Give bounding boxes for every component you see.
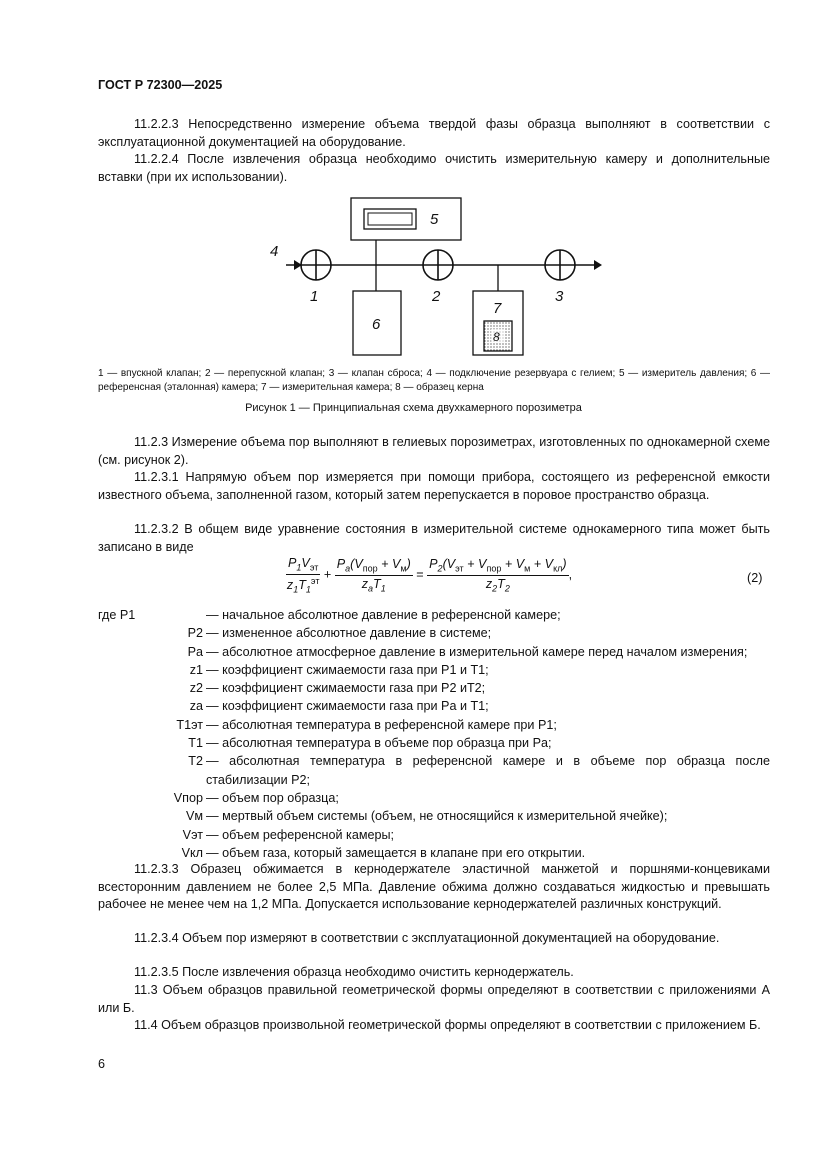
bypass-valve-icon [423, 250, 453, 280]
definition-item: T2 — абсолютная температура в референсной камере и в объеме пор образца после стабилизации P2; [188, 754, 770, 787]
label-6: 6 [372, 316, 381, 333]
paragraph-11-2-3-1: 11.2.3.1 Напрямую объем пор измеряется при помощи прибора, состоящего из референсной емкости известного объема, заполненной газом, который затем перепускается в поровое пространство образца. [98, 470, 770, 502]
inlet-valve-icon [301, 250, 331, 280]
label-8: 8 [493, 330, 500, 344]
definition-item: Vкл — объем газа, который замещается в клапане при его открытии. [181, 845, 586, 860]
paragraph-11-2-3-2: 11.2.3.2 В общем виде уравнение состояния в измерительной системе однокамерного типа может быть записано в виде [98, 522, 770, 554]
paragraph-11-4: 11.4 Объем образцов произвольной геометрической формы определяют в соответствии с приложением Б. [134, 1018, 761, 1032]
label-5: 5 [430, 211, 439, 228]
porosimeter-diagram [256, 193, 606, 358]
definition-item: Pa — абсолютное атмосферное давление в измерительной камере перед началом измерения; [187, 644, 748, 659]
page-number: 6 [98, 1057, 106, 1071]
definition-item: T1эт — абсолютная температура в референсной камере при P1; [176, 717, 557, 732]
definition-item: z2 — коэффициент сжимаемости газа при P2 иT2; [189, 681, 486, 696]
definition-item: Vм — мертвый объем системы (объем, не относящийся к измерительной ячейке); [185, 809, 668, 824]
label-4: 4 [270, 243, 279, 260]
paragraph-11-2-2-3: 11.2.2.3 Непосредственно измерение объема твердой фазы образца выполняют в соответствии с эксплуатационной документацией на оборудование. [98, 117, 770, 149]
relief-valve-icon [545, 250, 575, 280]
paragraph-11-2-3: 11.2.3 Измерение объема пор выполняют в гелиевых порозиметрах, изготовленных по однокамерной схеме (см. рисунок 2). [98, 435, 770, 467]
figure-title: Рисунок 1 — Принципиальная схема двухкамерного порозиметра [245, 402, 582, 414]
label-7: 7 [493, 300, 502, 317]
definition-item: Vэт — объем референсной камеры; [182, 827, 395, 842]
definition-item: P2 — измененное абсолютное давление в системе; [187, 626, 492, 641]
label-1: 1 [310, 288, 319, 305]
paragraph-11-2-3-3: 11.2.3.3 Образец обжимается в кернодержателе эластичной манжетой и поршнями-концевиками всесторонним давлением не более 2,5 МПа. Давление обжима должно создаваться жидкостью и превышать рабочее не менее чем на 1,2 МПа. Допускается использование кернодержателей различных конструкций. [98, 862, 770, 911]
label-2: 2 [432, 288, 441, 305]
equation-2: $\frac{P_1V_{эт}}{z_1T_1^{эт}}$ + $\frac{P_a(V_{пор} + V_м)}{z_aT_1}$ = $\frac{P_2(V_{эт} + V_{пор} + V_м + V_{кл})}{z_2T_2}$ , [286, 556, 573, 595]
figure-legend: 1 — впускной клапан; 2 — перепускной клапан; 3 — клапан сброса; 4 — подключение резервуара с гелием; 5 — измеритель давления; 6 — референсная (эталонная) камера; 7 — измерительная камера; 8 — образец керна [98, 368, 770, 393]
paragraph-11-2-3-5: 11.2.3.5 После извлечения образца необходимо очистить кернодержатель. [134, 965, 574, 979]
equation-number: (2) [747, 571, 763, 585]
label-3: 3 [555, 288, 564, 305]
definition-item: где P1 — начальное абсолютное давление в референсной камере; [98, 608, 561, 622]
definition-item: za — коэффициент сжимаемости газа при Pa и T1; [189, 699, 489, 714]
outlet-arrow [594, 260, 602, 270]
paragraph-11-2-3-4: 11.2.3.4 Объем пор измеряют в соответствии с эксплуатационной документацией на оборудование. [134, 931, 720, 945]
definition-item: Vпор — объем пор образца; [173, 790, 339, 805]
paragraph-11-3: 11.3 Объем образцов правильной геометрической формы определяют в соответствии с приложениями А или Б. [98, 983, 770, 1015]
definition-item: z1 — коэффициент сжимаемости газа при P1 и T1; [189, 662, 489, 677]
definition-item: T1 — абсолютная температура в объеме пор образца при Pa; [188, 736, 552, 751]
definitions-list [98, 606, 770, 862]
paragraph-11-2-2-4: 11.2.2.4 После извлечения образца необходимо очистить измерительную камеру и дополнительные вставки (при их использовании). [98, 152, 770, 184]
document-header: ГОСТ Р 72300—2025 [98, 78, 223, 92]
